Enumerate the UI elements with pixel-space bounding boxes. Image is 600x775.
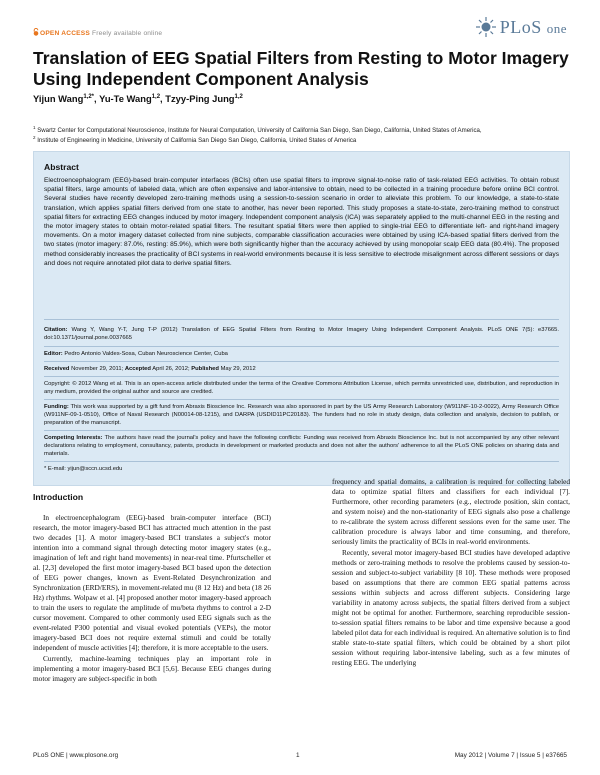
meta-divider bbox=[44, 376, 559, 377]
editor: Editor: Pedro Antonio Valdes-Sosa, Cuban Neuroscience Center, Cuba bbox=[44, 351, 228, 357]
meta-divider bbox=[44, 461, 559, 462]
meta-divider bbox=[44, 361, 559, 362]
funding: Funding: This work was supported by a gift fund from Abraxis Bioscience Inc. Research was also sponsored in part by the US Army Research Laboratory (W911NF-10-2-0022), Army Research Office (W911NF-09-1-0510), Office of Naval Research (N00014-08-1215), and DARPA (USDID11PC20183). The funders had no role in study design, data collection and analysis, decision to publish, or preparation of the manuscript. bbox=[44, 404, 559, 427]
author-name: Yijun Wang bbox=[33, 93, 84, 104]
affiliation-1: $^1$ Swartz Center for Computational Neuroscience, Institute for Neural Computation, University of California San Diego, San Diego, California, United States of America, bbox=[33, 125, 482, 135]
article-title: Translation of EEG Spatial Filters from Resting to Motor Imagery Using Independent Component Analysis bbox=[33, 48, 569, 89]
page-number: 1 bbox=[296, 752, 300, 759]
abstract-heading: Abstract bbox=[44, 162, 79, 172]
paragraph: In electroencephalogram (EEG)-based brain-computer interface (BCI) research, the motor imagery-based BCI has attracted much attention in the past two decades [1]. A motor imagery-based BCI translates a subject's motor intention into a command signal through detecting motor imagery states (e.g., imagination of left and right hand movements) in near-real time. Pfurtscheller et al. [2,3] developed the first motor imagery-based BCI based upon the detection of EEG power changes, known as Event-Related Desynchronization and Synchronization (ERD/ERS), in movement-related mu (8 12 Hz) and beta (18 26 Hz) rhythms. Wolpaw et al. [4] proposed another motor imagery-based approach to train the users to regulate the amplitude of mu/beta rhythms to control a 2-D cursor movement. Compared to other commonly used EEG signals such as the event-related P300 potential and visual evoked potentials (VEPs), the motor imagery-based BCI does not require external stimuli and could be totally independent of muscle activities [4]; therefore, it is more acceptable to the users. bbox=[33, 513, 271, 652]
meta-divider bbox=[44, 346, 559, 347]
abstract-box bbox=[33, 151, 570, 486]
footer-issue: May 2012 | Volume 7 | Issue 5 | e37665 bbox=[454, 752, 567, 759]
meta-divider bbox=[44, 430, 559, 431]
freely-available-text: Freely available online bbox=[92, 30, 163, 37]
author-name: Yu-Te Wang bbox=[99, 93, 152, 104]
abstract-divider bbox=[44, 319, 559, 320]
open-lock-icon bbox=[33, 28, 39, 36]
paragraph: Recently, several motor imagery-based BCI studies have developed adaptive methods or zero-training methods to resolve the problems caused by session-to-session and subject-to-subject variability [8 10]. These methods were proposed based on assumptions that there are common EEG spatial patterns across sessions within subjects and across different subjects. Considering large variability in anatomy across subjects, the spatial filters derived from a subject might not be optimal for another. Furthermore, searching reproducible session-to-session spatial filters remains to be labor and time expensive because a good labeled pilot data for each individual is required. An alternative solution is to find stable state-to-state spatial filters, which could be obtained by a short pilot session without requiring labor-intensive labeling, such as a few minutes of resting EEG. The underlying bbox=[332, 548, 570, 667]
body-column-left bbox=[33, 513, 271, 685]
meta-divider bbox=[44, 399, 559, 400]
plos-one-logo: PLoS one bbox=[475, 16, 567, 38]
affiliation-2: $^2$ Institute of Engineering in Medicine, University of California San Diego San Diego, California, United States of America bbox=[33, 135, 357, 145]
author-name: Tzyy-Ping Jung bbox=[165, 93, 235, 104]
competing-interests: Competing Interests: The authors have read the journal's policy and have the following conflicts: Funding was received from Abraxis Bioscience Inc. but is not accompanied by any other relevant declarations relating to employment, consultancy, patents, products in development or marketed products and does not alter the authors' adherence to all the PLoS ONE policies on sharing data and materials. bbox=[44, 435, 559, 458]
paragraph: Currently, machine-learning techniques play an important role in implementing a motor imagery-based BCI [5,6]. Because EEG changes during motor imagery are subject-specific in both bbox=[33, 654, 271, 683]
footer-journal: PLoS ONE | www.plosone.org bbox=[33, 752, 119, 759]
paragraph: frequency and spatial domains, a calibration is required for collecting labeled data to optimize spatial filters and classifiers for each individual [7]. Furthermore, other recording parameters (e.g., electrode position, skin contact, and system noise) and the non-stationarity of EEG signals also pose a challenge to re-calibrate the system across different sessions even for the same user. The calibration procedure is always labor and time consuming, and therefore, seriously limits the practicality of BCIs in real-world environments. bbox=[332, 477, 570, 546]
dates: Received November 29, 2011; Accepted April 26, 2012; Published May 29, 2012 bbox=[44, 366, 256, 372]
introduction-heading: Introduction bbox=[33, 492, 84, 502]
body-column-right bbox=[332, 477, 570, 669]
citation: Citation: Wang Y, Wang Y-T, Jung T-P (2012) Translation of EEG Spatial Filters from Resting to Motor Imagery Using Independent Component Analysis. PLoS ONE 7(5): e37665. doi:10.1371/journal.pone.0037665 bbox=[44, 327, 559, 342]
copyright: Copyright: © 2012 Wang et al. This is an open-access article distributed under the terms of the Creative Commons Attribution License, which permits unrestricted use, distribution, and reproduction in any medium, provided the original author and source are credited. bbox=[44, 381, 559, 396]
abstract-text: Electroencephalogram (EEG)-based brain-computer interfaces (BCIs) often use spatial filters to improve signal-to-noise ratio of task-related EEG activities. To obtain robust spatial filters, large amounts of labeled data, which are often expensive and labor-intensive to obtain, need to be collected in a training procedure before online BCI control. Several studies have recently developed zero-training methods using a session-to-session scenario in order to alleviate this problem. To our knowledge, a state-to-state translation, which applies spatial filters derived from one state to another, has never been reported. This study proposes a state-to-state, zero-training method to construct spatial filters for extracting EEG changes induced by motor imagery. Independent component analysis (ICA) was separately applied to the multi-channel EEG in the resting and the motor imagery states to obtain motor-related spatial filters. The resultant spatial filters were then applied to single-trial EEG to differentiate left- and right-hand imagery movements. On a motor imagery dataset collected from nine subjects, comparable classification accuracies were obtained by using ICA-based spatial filters derived from the two states (motor imagery: 87.0%, resting: 85.9%), which were both significantly higher than the accuracy achieved by using monopolar scalp EEG data (80.4%). The proposed method considerably increases the practicality of BCI systems in real-world environments because it is less sensitive to electrode misalignment across different sessions or days and does not require annotated pilot data to derive spatial filters. bbox=[44, 177, 559, 267]
open-access-label: OPEN ACCESS Freely available online bbox=[33, 28, 162, 37]
plos-sun-icon bbox=[475, 16, 497, 38]
author-list: Yijun Wang$^{1,2*}$, Yu-Te Wang$^{1,2}$, Tzyy-Ping Jung$^{1,2}$ bbox=[33, 93, 243, 104]
email: * E-mail: yijun@sccn.ucsd.edu bbox=[44, 466, 123, 472]
